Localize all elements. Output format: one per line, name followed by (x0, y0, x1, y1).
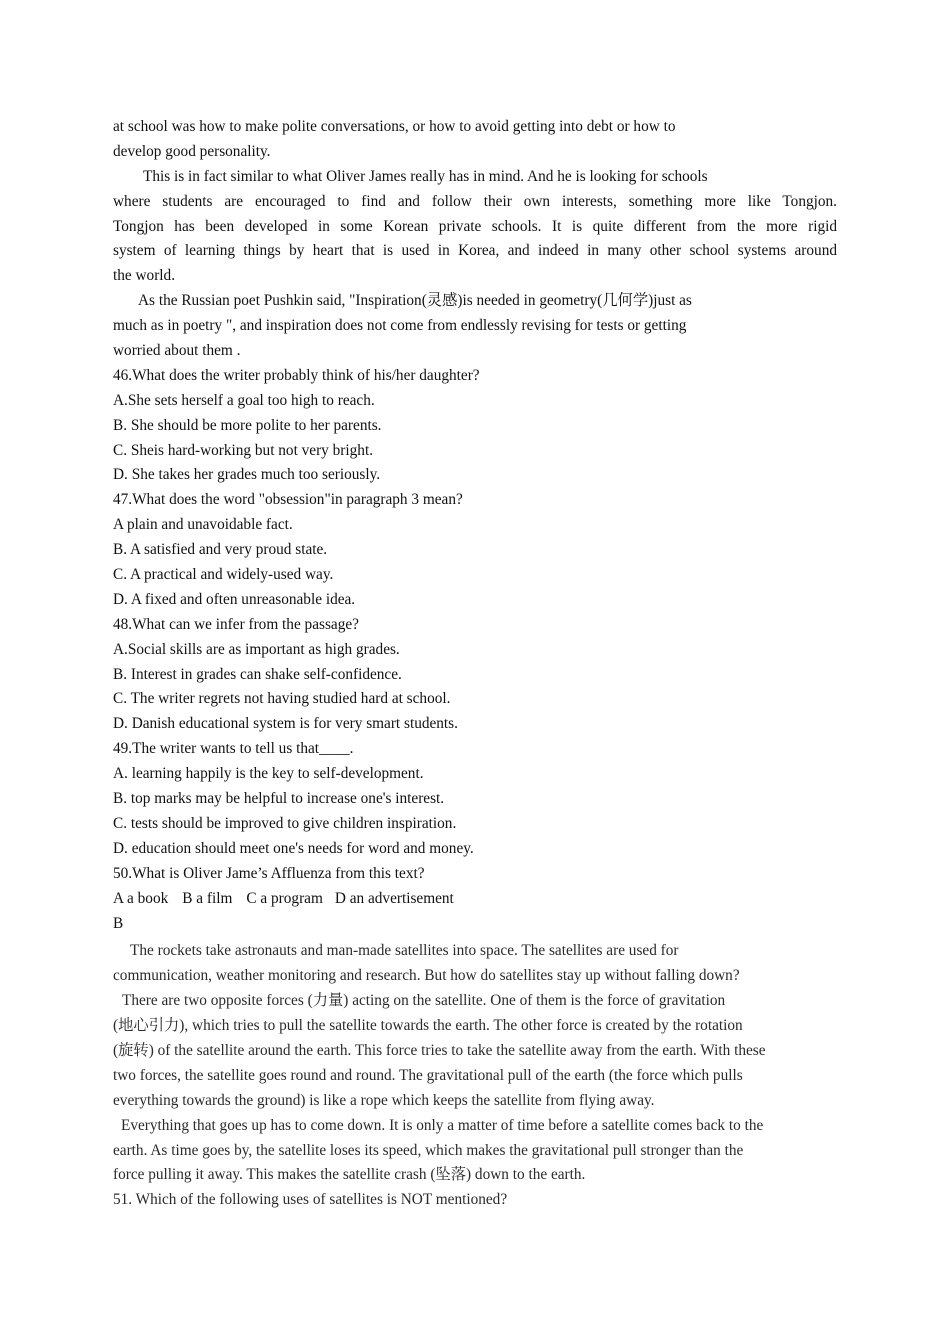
option: A.She sets herself a goal too high to reach. (113, 391, 375, 409)
paragraph-line: Tongjon has been developed in some Korean private schools. It is quite different from the more rigid (113, 217, 837, 235)
option: B. A satisfied and very proud state. (113, 541, 328, 559)
question-48 (113, 613, 837, 737)
paragraph-line: As the Russian poet Pushkin said, "Inspiration(灵感)is needed in geometry(几何学)just as (138, 292, 692, 310)
paragraph-line: develop good personality. (113, 142, 271, 160)
question-46 (113, 364, 837, 488)
option: A a book (113, 889, 169, 907)
paragraph-line: everything towards the ground) is like a rope which keeps the satellite from flying away. (113, 1091, 655, 1109)
paragraph-line: at school was how to make polite conversations, or how to avoid getting into debt or how to (113, 118, 676, 135)
paragraph-line: Everything that goes up has to come down. It is only a matter of time before a satellite comes back to the (121, 1116, 764, 1134)
option: B. top marks may be helpful to increase one's interest. (113, 790, 445, 808)
paragraph-line: worried about them . (113, 342, 241, 360)
paragraph-line: where students are encouraged to find and follow their own interests, something more like Tongjon. (113, 192, 837, 210)
passage-a (113, 115, 837, 364)
option: B. She should be more polite to her parents. (113, 416, 382, 434)
paragraph-line: force pulling it away. This makes the satellite crash (坠落) down to the earth. (113, 1166, 586, 1184)
option: D. education should meet one's needs for word and money. (113, 839, 474, 857)
option: D. A fixed and often unreasonable idea. (113, 590, 356, 608)
paragraph-line: system of learning things by heart that is used in Korea, and indeed in many other school systems around (113, 242, 837, 260)
option: C a program (246, 889, 323, 907)
paragraph-line: There are two opposite forces (力量) acting on the satellite. One of them is the force of gravitation (122, 992, 726, 1010)
question-stem: 50.What is Oliver Jame’s Affluenza from this text? (113, 864, 425, 882)
option: B a film (182, 889, 233, 907)
question-50 (113, 862, 837, 912)
question-stem: 51. Which of the following uses of satellites is NOT mentioned? (113, 1191, 508, 1209)
paragraph-line: (旋转) of the satellite around the earth. This force tries to take the satellite away from the earth. With these (113, 1041, 766, 1059)
option: D an advertisement (334, 889, 454, 907)
paragraph-line: much as in poetry ", and inspiration does not come from endlessly revising for tests or getting (113, 317, 687, 335)
passage-b (113, 939, 837, 1213)
paragraph-line: The rockets take astronauts and man-made satellites into space. The satellites are used for (130, 942, 679, 960)
document-page (113, 115, 837, 1213)
paragraph-line: earth. As time goes by, the satellite loses its speed, which makes the gravitational pull stronger than the (113, 1141, 744, 1159)
option: A plain and unavoidable fact. (113, 516, 293, 534)
option: B. Interest in grades can shake self-confidence. (113, 665, 402, 683)
option-row (113, 887, 837, 912)
question-stem: 49.The writer wants to tell us that____. (113, 740, 354, 758)
paragraph-line: This is in fact similar to what Oliver James really has in mind. And he is looking for schools (143, 167, 708, 185)
question-stem: 46.What does the writer probably think of his/her daughter? (113, 366, 480, 384)
paragraph-line: (地心引力), which tries to pull the satellite towards the earth. The other force is created by the rotation (113, 1017, 743, 1035)
option: C. Sheis hard-working but not very bright. (113, 441, 374, 459)
paragraph-line: two forces, the satellite goes round and round. The gravitational pull of the earth (the force which pulls (113, 1066, 743, 1084)
question-49 (113, 737, 837, 861)
option: A. learning happily is the key to self-development. (113, 765, 424, 783)
option: D. Danish educational system is for very smart students. (113, 715, 458, 733)
question-47 (113, 488, 837, 612)
question-stem: 48.What can we infer from the passage? (113, 615, 359, 633)
option: D. She takes her grades much too seriously. (113, 466, 381, 484)
section-label: B (113, 914, 124, 932)
option: C. The writer regrets not having studied hard at school. (113, 690, 451, 708)
question-stem: 47.What does the word "obsession"in paragraph 3 mean? (113, 491, 463, 509)
option: C. tests should be improved to give children inspiration. (113, 814, 457, 832)
paragraph-line: communication, weather monitoring and research. But how do satellites stay up without falling down? (113, 967, 740, 985)
option: A.Social skills are as important as high grades. (113, 640, 400, 658)
option: C. A practical and widely-used way. (113, 566, 334, 584)
paragraph-line: the world. (113, 267, 176, 285)
